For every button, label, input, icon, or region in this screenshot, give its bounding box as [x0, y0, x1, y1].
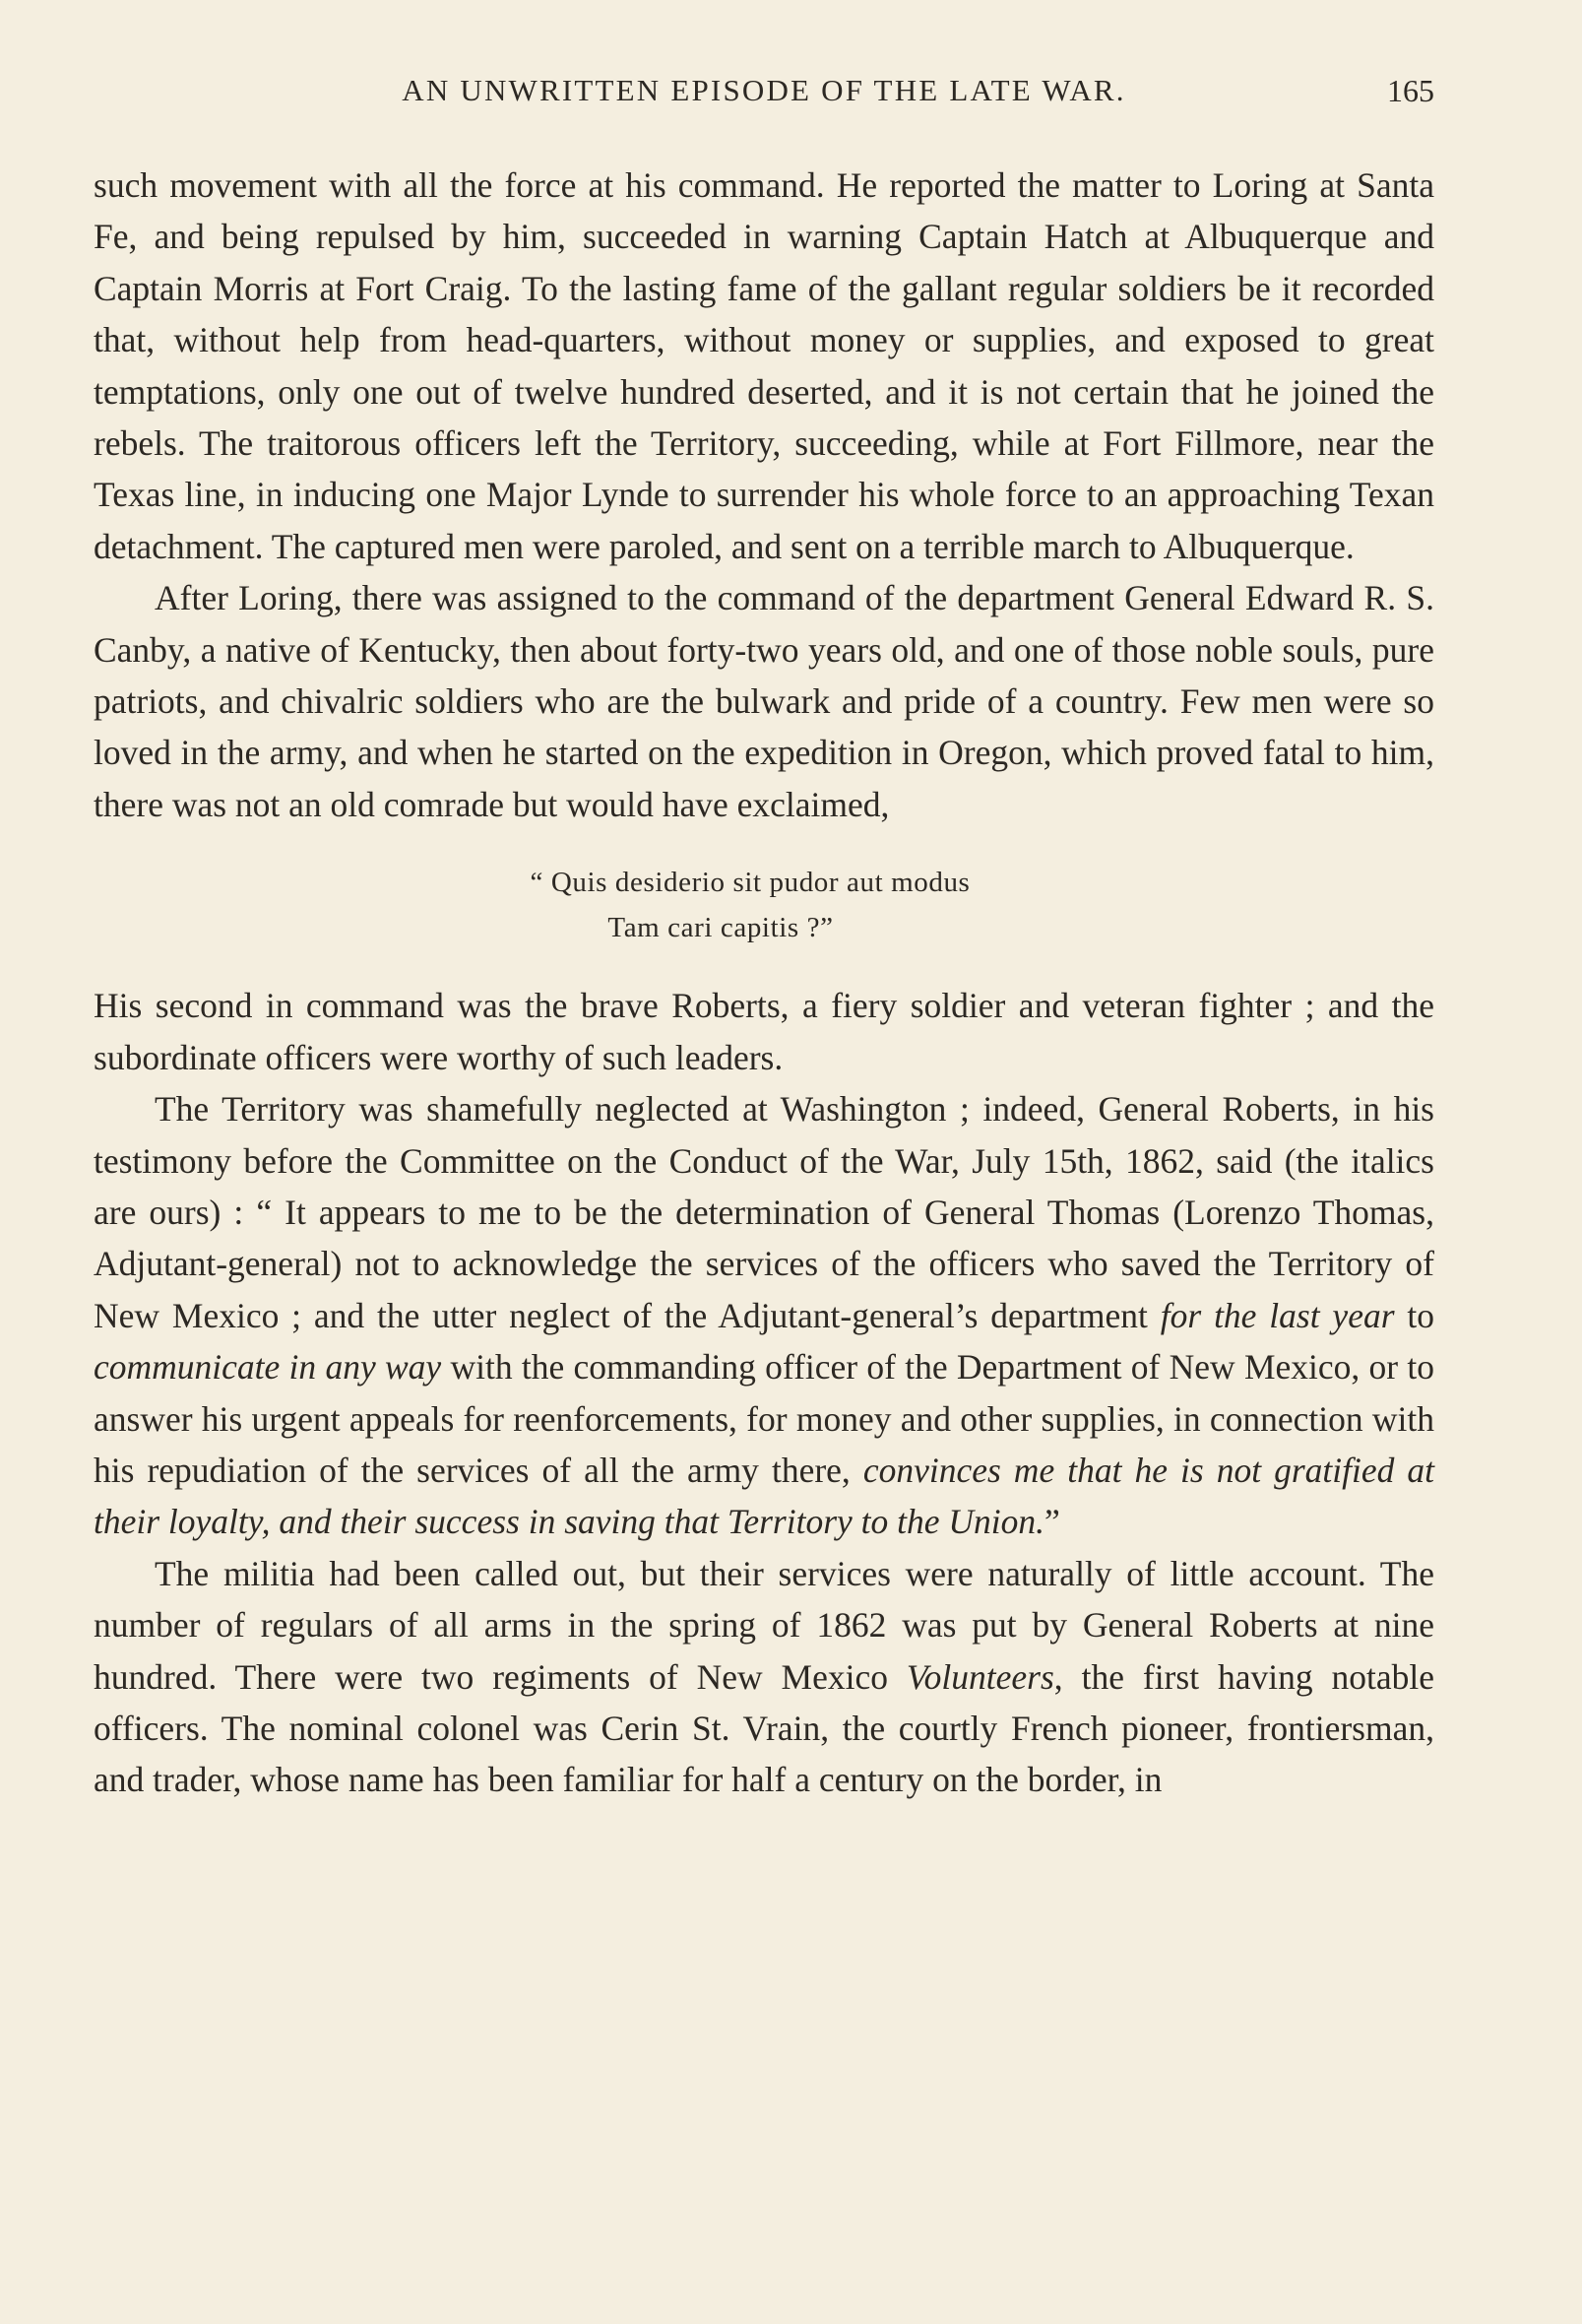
paragraph-militia	[94, 1548, 1434, 1806]
text-run: , the first having notable officers. The nominal colonel was Cerin St. Vrain, the courtly French pioneer, frontiersman, and trader, whose name has been familiar for half a century on the border, in	[94, 1656, 1434, 1800]
text-run: with the commanding officer of the Department of New Mexico, or to answer his urgent appeals for reenforcements, for money and other supplies, in connection with his repudiation of the services of all the army there,	[94, 1347, 1435, 1490]
text-run: ”	[1044, 1502, 1060, 1542]
italic-run: communicate in any way	[94, 1347, 442, 1388]
italic-run: convinces me that he is not gratified at their loyalty, and their success in saving that Territory to the Union.	[94, 1450, 1435, 1542]
page-number: 165	[1387, 73, 1434, 108]
text-run: The Territory was shamefully neglected at Washington ; indeed, General Roberts, in his testimony before the Committee on the Conduct of the War, July 15th, 1862, said (the italics are ours) : “ It appears to me to be the determination of General Thomas (Lorenzo Thomas, Adjutant-general) not to acknowledge the services of the officers who saved the Territory of New Mexico ; and the utter neglect of the Adjutant-general’s department	[94, 1089, 1434, 1335]
running-head	[94, 69, 1434, 112]
paragraph-continued: such movement with all the force at his command. He reported the matter to Loring at Santa Fe, and being repulsed by him, succeeded in warning Captain Hatch at Albuquerque and Captain Morris at Fort Craig. To the lasting fame of the gallant regular soldiers be it recorded that, without help from head-quarters, without money or supplies, and exposed to great temptations, only one out of twelve hundred deserted, and it is not certain that he joined the rebels. The traitorous officers left the Territory, succeeding, while at Fort Fillmore, near the Texas line, in inducing one Major Lynde to surrender his whole force to an approaching Texan detachment. The captured men were paroled, and sent on a terrible march to Albuquerque.	[94, 165, 1434, 566]
verse-line: “ Quis desiderio sit pudor aut modus	[530, 867, 971, 899]
italic-run: for the last year	[1160, 1295, 1395, 1335]
paragraph-canby: After Loring, there was assigned to the command of the department General Edward R. S. Canby, a native of Kentucky, then about forty-two years old, and one of those noble souls, pure patriots, and chivalric soldiers who are the bulwark and pride of a country. Few men were so loved in the army, and when he started on the expedition in Oregon, which proved fatal to him, there was not an old comrade but would have exclaimed,	[94, 578, 1434, 824]
book-page	[94, 69, 1434, 1806]
verse-line: Tam cari capitis ?”	[607, 912, 834, 944]
body-text	[94, 160, 1434, 1806]
running-title: AN UNWRITTEN EPISODE OF THE LATE WAR.	[402, 73, 1126, 107]
text-run: to	[1407, 1295, 1434, 1335]
paragraph-roberts: His second in command was the brave Roberts, a fiery soldier and veteran fighter ; and the subordinate officers were worthy of such leaders.	[94, 986, 1434, 1077]
text-run: The militia had been called out, but their services were naturally of little account. The number of regulars of all arms in the spring of 1862 was put by General Roberts at nine hundred. There were two regiments of New Mexico	[94, 1553, 1434, 1697]
paragraph-testimony	[94, 1083, 1434, 1548]
latin-quotation	[94, 860, 1434, 950]
italic-run: Volunteers	[906, 1656, 1054, 1697]
